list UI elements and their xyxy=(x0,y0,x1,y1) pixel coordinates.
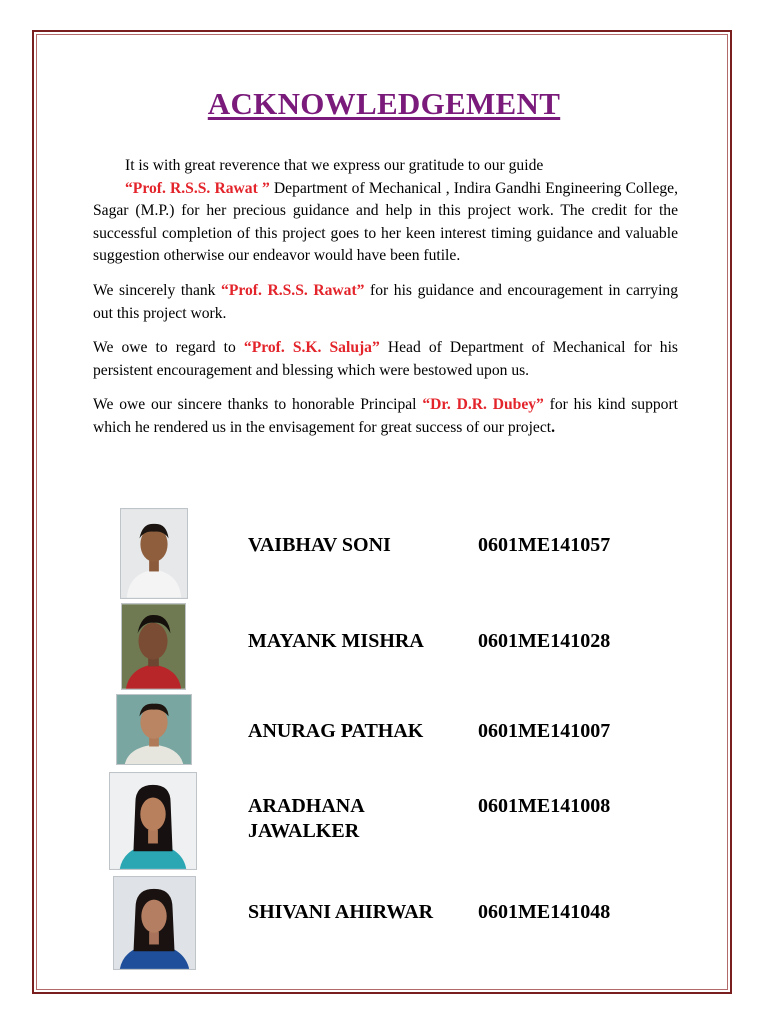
thanks-pre: We sincerely thank xyxy=(93,281,222,299)
member-roll-3: 0601ME141007 xyxy=(478,720,611,742)
member-name-3: ANURAG PATHAK xyxy=(248,720,424,742)
member-roll-5: 0601ME141048 xyxy=(478,901,611,923)
portrait-icon xyxy=(117,695,191,764)
member-name-5: SHIVANI AHIRWAR xyxy=(248,901,434,923)
paragraph-guide xyxy=(93,178,678,268)
page-title: ACKNOWLEDGEMENT xyxy=(207,86,561,121)
member-photo-2 xyxy=(121,603,186,690)
member-roll-4: 0601ME141008 xyxy=(478,795,611,817)
member-name-2: MAYANK MISHRA xyxy=(248,630,424,652)
intro-line: It is with great reverence that we express our gratitude to our guide xyxy=(125,157,544,174)
acknowledgement-body xyxy=(93,155,678,452)
member-roll-2: 0601ME141028 xyxy=(478,630,611,652)
thanks-post: for his guidance and encouragement in carrying out this project work. xyxy=(93,281,679,322)
portrait-icon xyxy=(110,773,196,869)
hod-name: “Prof. S.K. Saluja” xyxy=(243,339,380,357)
principal-pre: We owe our sincere thanks to honorable Principal xyxy=(93,396,423,414)
member-photo-1 xyxy=(120,508,188,599)
member-name-4: ARADHANA JAWALKER xyxy=(248,795,364,842)
hod-pre: We owe to regard to xyxy=(93,339,244,357)
paragraph-hod xyxy=(93,337,678,382)
portrait-icon xyxy=(122,604,185,689)
member-roll-1: 0601ME141057 xyxy=(478,534,611,556)
paragraph-principal xyxy=(93,394,678,439)
portrait-icon xyxy=(121,509,187,598)
principal-post: for his kind support which he rendered us in the envisagement for great success of our project xyxy=(93,396,679,436)
paragraph-intro xyxy=(93,155,678,178)
hod-post: Head of Department of Mechanical for his persistent encouragement and blessing which were bestowed upon us. xyxy=(93,339,678,379)
member-photo-3 xyxy=(116,694,192,765)
guide-text: Department of Mechanical , Indira Gandhi Engineering College, Sagar (M.P.) for her precious guidance and help in this project work. The credit for the successful completion of this project goes to her keen interest timing guidance and valuable suggestion otherwise our endeavor would have been futile. xyxy=(93,179,679,265)
paragraph-thanks-guide xyxy=(93,280,678,325)
portrait-icon xyxy=(114,877,195,969)
principal-end: . xyxy=(551,418,556,436)
member-photo-4 xyxy=(109,772,197,870)
member-photo-5 xyxy=(113,876,196,970)
member-name-1: VAIBHAV SONI xyxy=(248,534,391,556)
guide-name: “Prof. R.S.S. Rawat ” xyxy=(125,179,270,197)
principal-name: “Dr. D.R. Dubey” xyxy=(422,396,544,414)
thanks-guide-name: “Prof. R.S.S. Rawat” xyxy=(221,281,365,299)
